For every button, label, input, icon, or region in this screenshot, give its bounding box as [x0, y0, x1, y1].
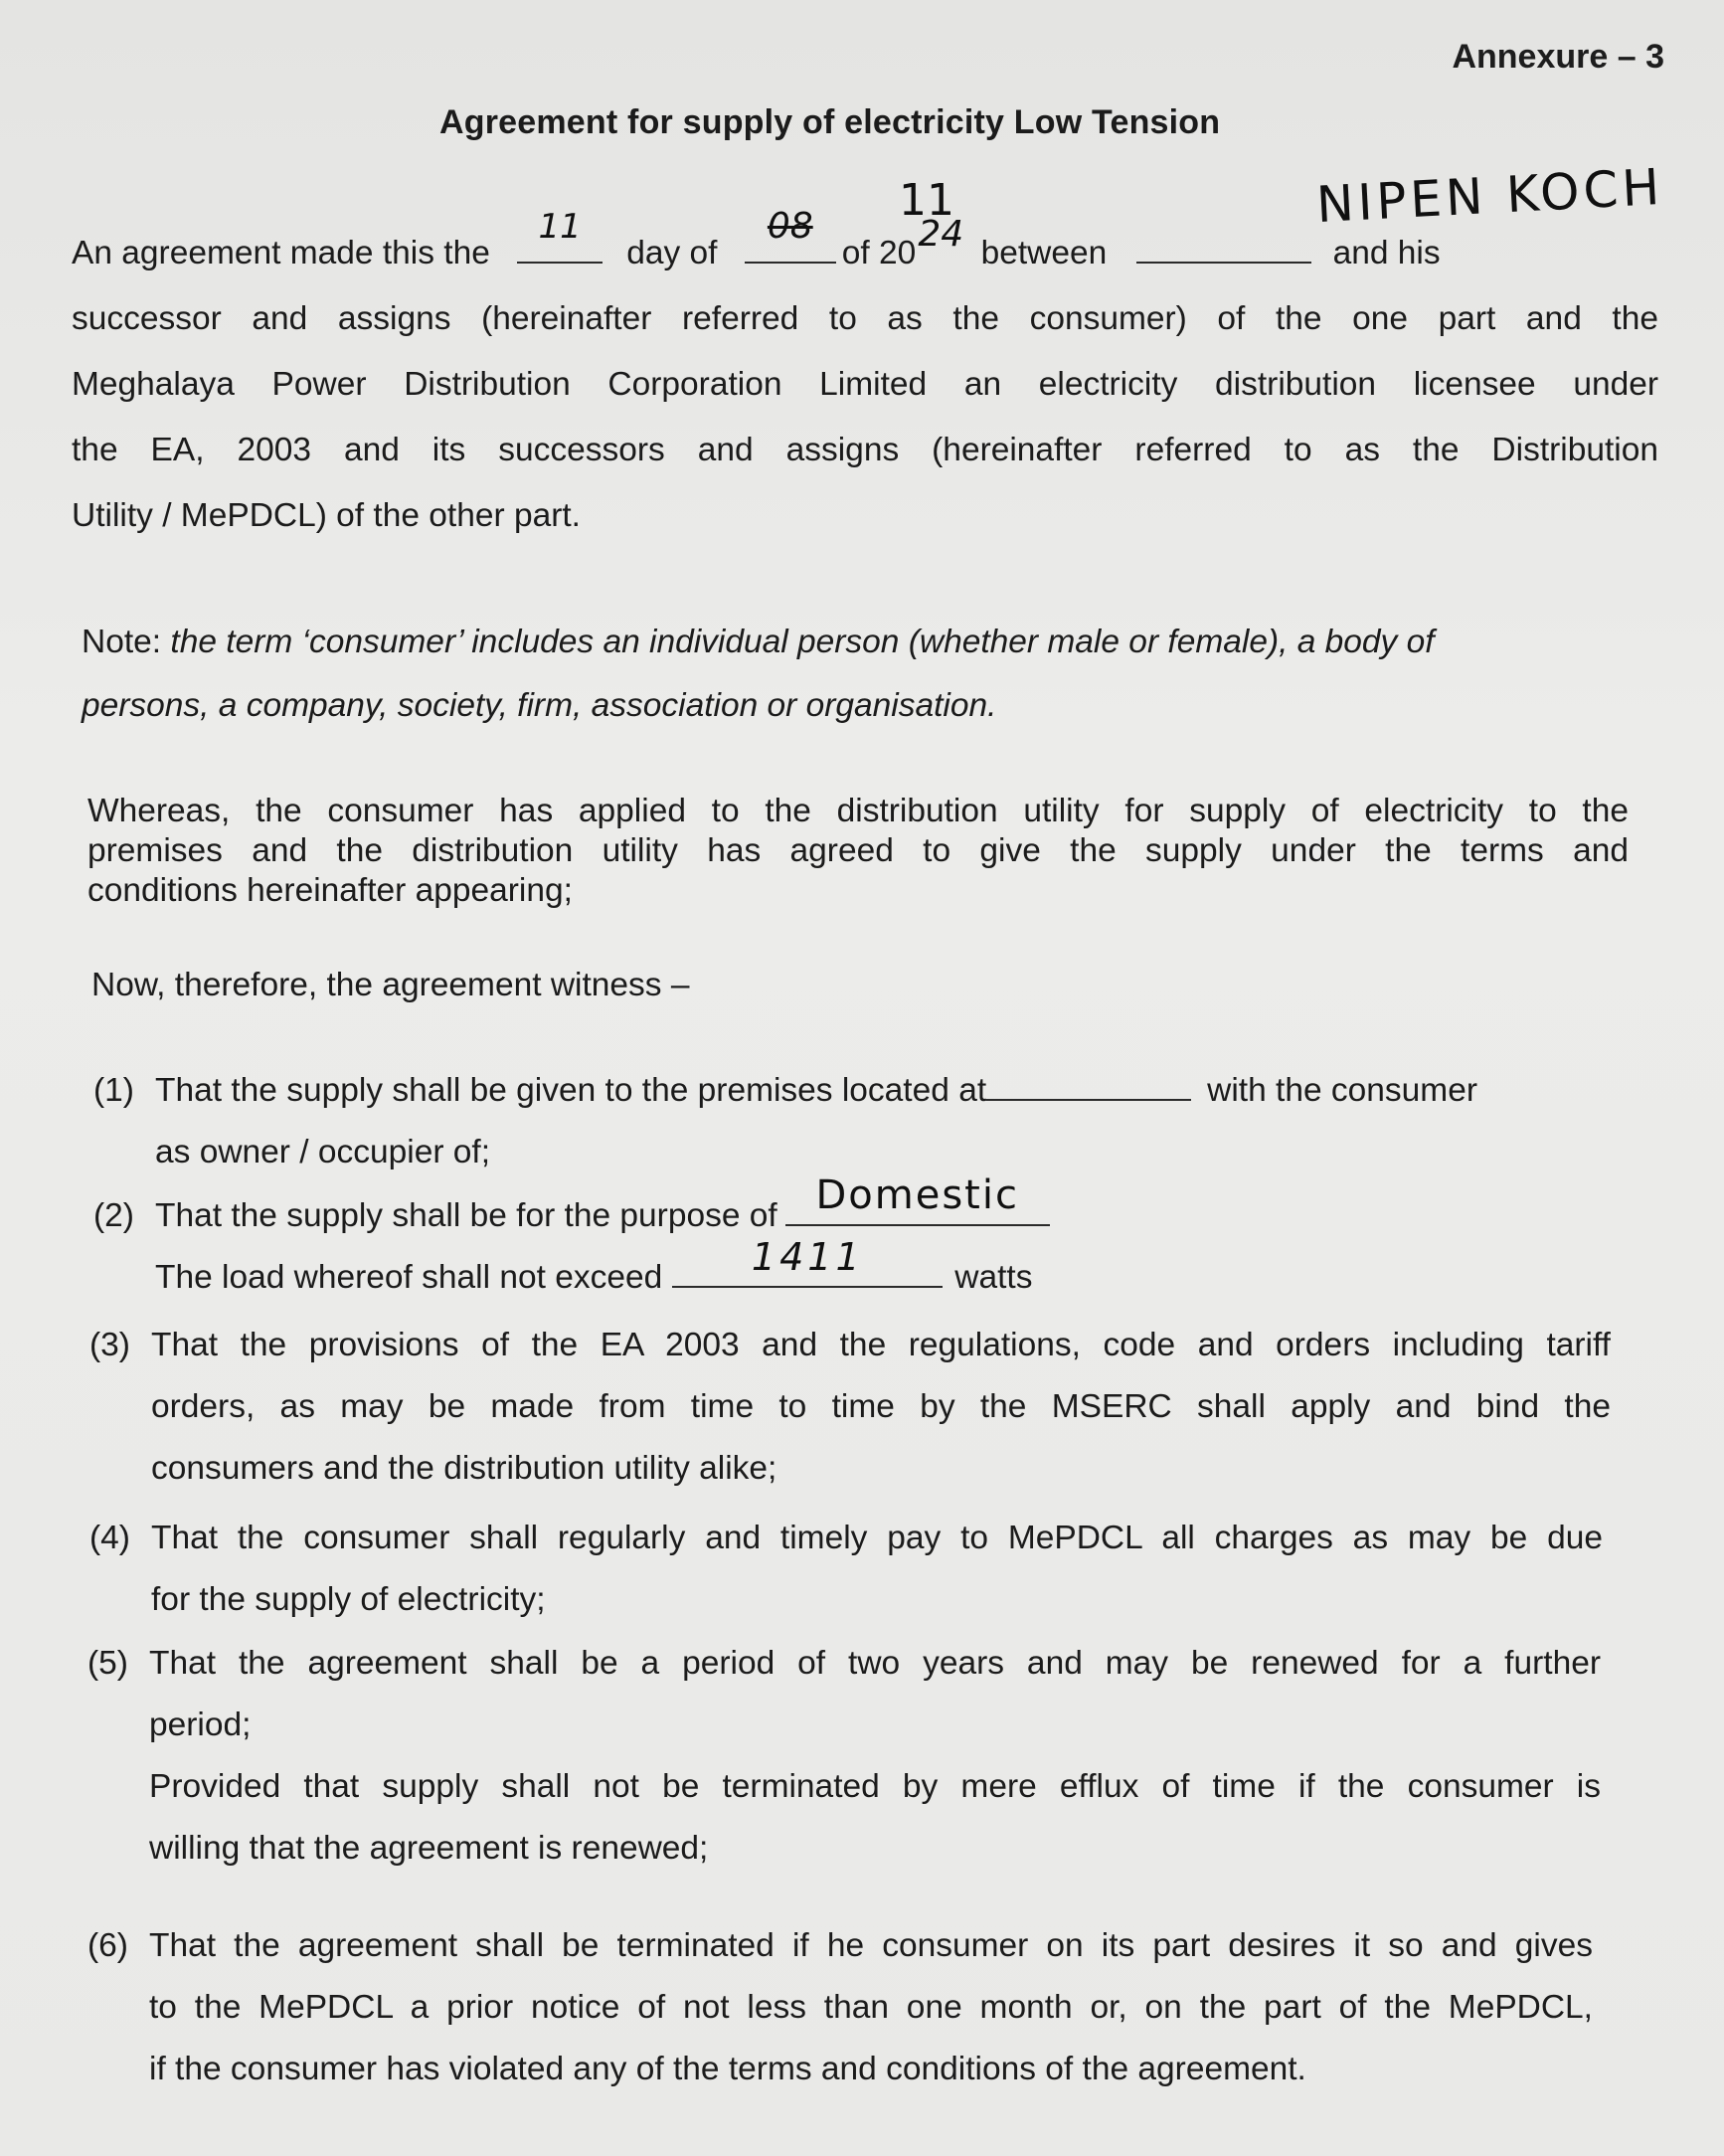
load-field [672, 1235, 943, 1288]
annexure-label: Annexure – 3 [1452, 38, 1664, 76]
intro-text-2: day of [626, 235, 718, 271]
intro-text-1: An agreement made this the [72, 235, 490, 271]
clause-2-text-a: That the supply shall be for the purpose of [155, 1197, 777, 1234]
intro-line-4: the EA, 2003 and its successors and assigns (hereinafter referred to as the Distribution [72, 432, 1658, 468]
clause-3-number: (3) [89, 1327, 130, 1363]
clause-6-line-3: if the consumer has violated any of the terms and conditions of the agreement. [149, 2051, 1306, 2087]
clause-3-text [151, 1315, 1611, 1500]
clause-4-line-1: That the consumer shall regularly and timely pay to MePDCL all charges as may be due [151, 1520, 1603, 1556]
year-handwritten: 24 [918, 214, 964, 255]
note-line-2: persons, a company, society, firm, association or organisation. [82, 687, 997, 724]
note-paragraph [82, 611, 1646, 738]
intro-paragraph [72, 206, 1658, 549]
clause-4-text [151, 1508, 1603, 1631]
clause-4-number: (4) [89, 1520, 130, 1556]
intro-text-5: and his [1332, 235, 1441, 271]
intro-line-1 [72, 206, 1658, 286]
clause-6-line-2: to the MePDCL a prior notice of not less than one month or, on the part of the MePDCL, [149, 1989, 1593, 2026]
clause-2-text [155, 1172, 1611, 1309]
intro-line-5: Utility / MePDCL) of the other part. [72, 497, 581, 534]
year-field [916, 214, 965, 264]
clause-5-number: (5) [87, 1645, 128, 1682]
clause-1-text-b: with the consumer [1207, 1072, 1477, 1109]
load-handwritten: 1411 [751, 1235, 864, 1279]
clause-3-line-2: orders, as may be made from time to time by the MSERC shall apply and bind the [151, 1388, 1611, 1425]
document-title: Agreement for supply of electricity Low Tension [439, 103, 1221, 141]
witness-line: Now, therefore, the agreement witness – [91, 967, 690, 1003]
clause-2-line-2 [155, 1235, 1611, 1309]
purpose-handwritten: Domestic [815, 1172, 1019, 1218]
clause-1-line-1 [155, 1060, 1611, 1122]
purpose-field [785, 1172, 1050, 1226]
day-handwritten-above: 11 [899, 175, 954, 226]
day-field [517, 207, 603, 264]
clause-5-line-4: willing that the agreement is renewed; [149, 1830, 709, 1867]
clause-4-line-2: for the supply of electricity; [151, 1581, 546, 1618]
whereas-line-2: premises and the distribution utility has agreed to give the supply under the terms and [87, 832, 1629, 869]
note-line-1 [82, 611, 1646, 674]
clause-1-line-2: as owner / occupier of; [155, 1134, 491, 1170]
clause-5-line-2: period; [149, 1707, 252, 1743]
whereas-line-3: conditions hereinafter appearing; [87, 872, 573, 909]
clause-6-number: (6) [87, 1927, 128, 1964]
intro-text-4: between [980, 235, 1108, 271]
intro-line-2: successor and assigns (hereinafter referred to as the consumer) of the one part and the [72, 300, 1658, 337]
clause-5-text [149, 1633, 1601, 1880]
clause-6-text [149, 1915, 1593, 2100]
clause-5-line-3: Provided that supply shall not be terminated by mere efflux of time if the consumer is [149, 1768, 1601, 1805]
note-label: Note: [82, 624, 162, 660]
month-handwritten: 08 [767, 206, 813, 247]
consumer-name-field [1136, 228, 1311, 264]
clause-6-line-1: That the agreement shall be terminated if he consumer on its part desires it so and gives [149, 1927, 1593, 1964]
clause-5-line-1: That the agreement shall be a period of two years and may be renewed for a further [149, 1645, 1601, 1682]
intro-text-3: of 20 [841, 235, 917, 271]
clause-2-number: (2) [93, 1197, 134, 1234]
day-handwritten: 11 [538, 207, 582, 247]
clause-2-text-b: The load whereof shall not exceed [155, 1259, 663, 1296]
clause-1-number: (1) [93, 1072, 134, 1109]
clause-3-line-1: That the provisions of the EA 2003 and the regulations, code and orders including tariff [151, 1327, 1611, 1363]
month-field [745, 206, 836, 264]
intro-line-3: Meghalaya Power Distribution Corporation Limited an electricity distribution licensee under [72, 366, 1658, 403]
premises-field [986, 1065, 1191, 1101]
clause-2-text-c: watts [954, 1259, 1033, 1296]
whereas-paragraph [87, 792, 1629, 911]
whereas-line-1: Whereas, the consumer has applied to the distribution utility for supply of electricity to the [87, 793, 1629, 829]
consumer-name-handwritten: NIPEN KOCH [1314, 157, 1665, 235]
clause-1-text-a: That the supply shall be given to the premises located at [155, 1072, 987, 1109]
note-text-1: the term ‘consumer’ includes an individual person (whether male or female), a body of [161, 624, 1435, 660]
clause-3-line-3: consumers and the distribution utility alike; [151, 1450, 777, 1487]
